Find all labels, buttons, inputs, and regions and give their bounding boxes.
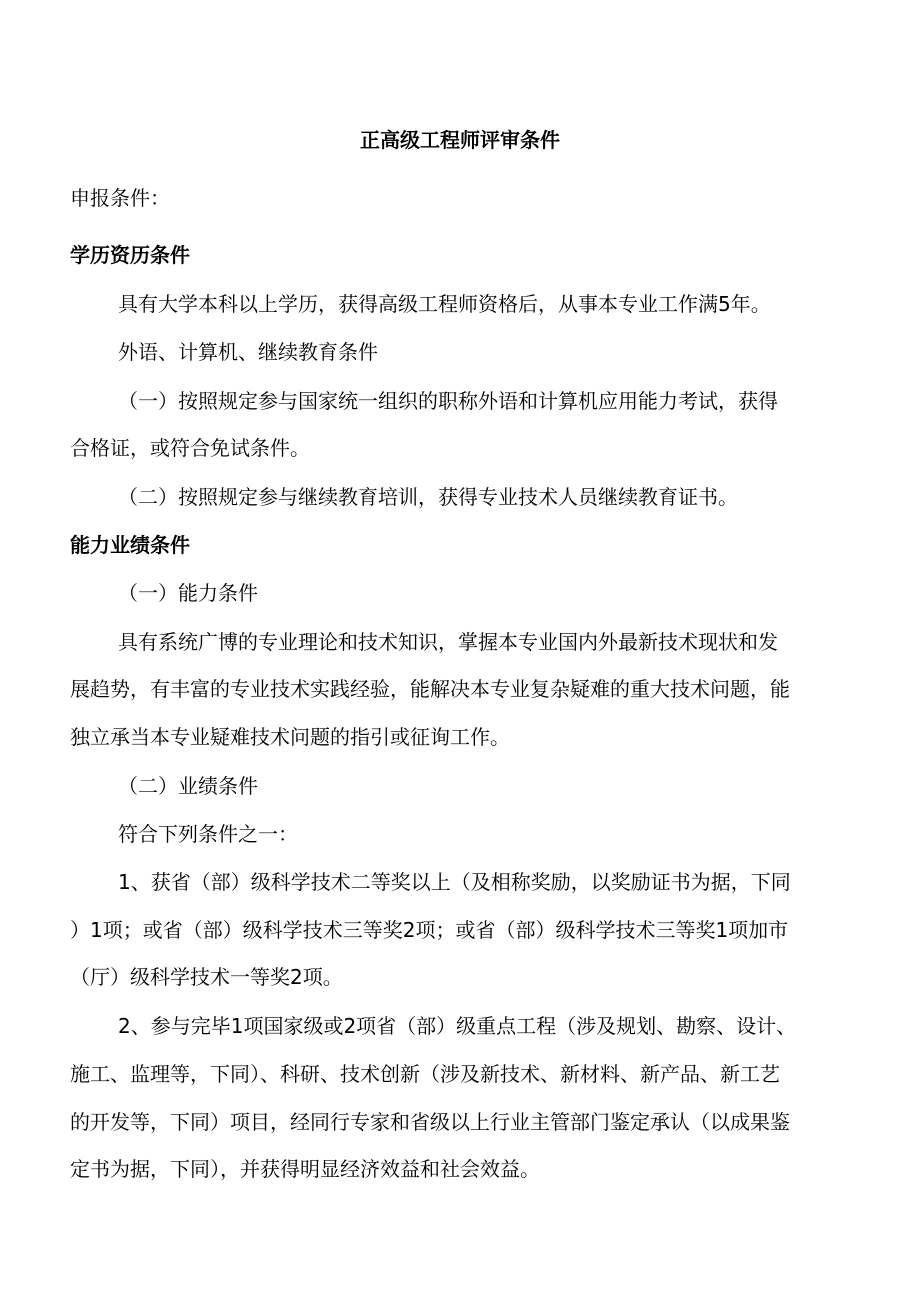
ability-paragraph-line-3: 独立承当本专业疑难技术问题的指引或征询工作。: [70, 725, 510, 749]
section-heading-education: 学历资历条件: [70, 243, 190, 267]
language-item-1-line-1: （一）按照规定参与国家统一组织的职称外语和计算机应用能力考试，获得: [118, 389, 778, 413]
condition-1-line-1: 1、获省（部）级科学技术二等奖以上（及相称奖励，以奖励证书为据，下同: [118, 870, 791, 894]
language-item-1-line-2: 合格证，或符合免试条件。: [70, 436, 310, 460]
education-paragraph: 具有大学本科以上学历，获得高级工程师资格后，从事本专业工作满5年。: [118, 292, 771, 316]
condition-1-line-2: ）1项；或省（部）级科学技术三等奖2项；或省（部）级科学技术三等奖1项加市: [70, 918, 789, 942]
language-subheading: 外语、计算机、继续教育条件: [118, 340, 378, 364]
language-item-2: （二）按照规定参与继续教育培训，获得专业技术人员继续教育证书。: [118, 485, 738, 509]
condition-2-line-3: 的开发等，下同）项目，经同行专家和省级以上行业主管部门鉴定承认（以成果鉴: [70, 1110, 790, 1134]
intro-label: 申报条件：: [70, 186, 170, 210]
condition-2-line-1: 2、参与完毕1项国家级或2项省（部）级重点工程（涉及规划、勘察、设计、: [118, 1014, 797, 1038]
ability-paragraph-line-1: 具有系统广博的专业理论和技术知识，掌握本专业国内外最新技术现状和发: [118, 630, 778, 654]
ability-subheading: （一）能力条件: [118, 581, 258, 605]
condition-1-line-3: （厅）级科学技术一等奖2项。: [70, 965, 343, 989]
ability-paragraph-line-2: 展趋势，有丰富的专业技术实践经验，能解决本专业复杂疑难的重大技术问题，能: [70, 677, 790, 701]
performance-subheading: （二）业绩条件: [118, 774, 258, 798]
performance-intro: 符合下列条件之一：: [118, 822, 298, 846]
condition-2-line-2: 施工、监理等，下同）、科研、技术创新（涉及新技术、新材料、新产品、新工艺: [70, 1062, 780, 1086]
section-heading-ability: 能力业绩条件: [70, 533, 190, 557]
condition-2-line-4: 定书为据，下同），并获得明显经济效益和社会效益。: [70, 1157, 540, 1181]
document-title: 正高级工程师评审条件: [360, 128, 560, 152]
